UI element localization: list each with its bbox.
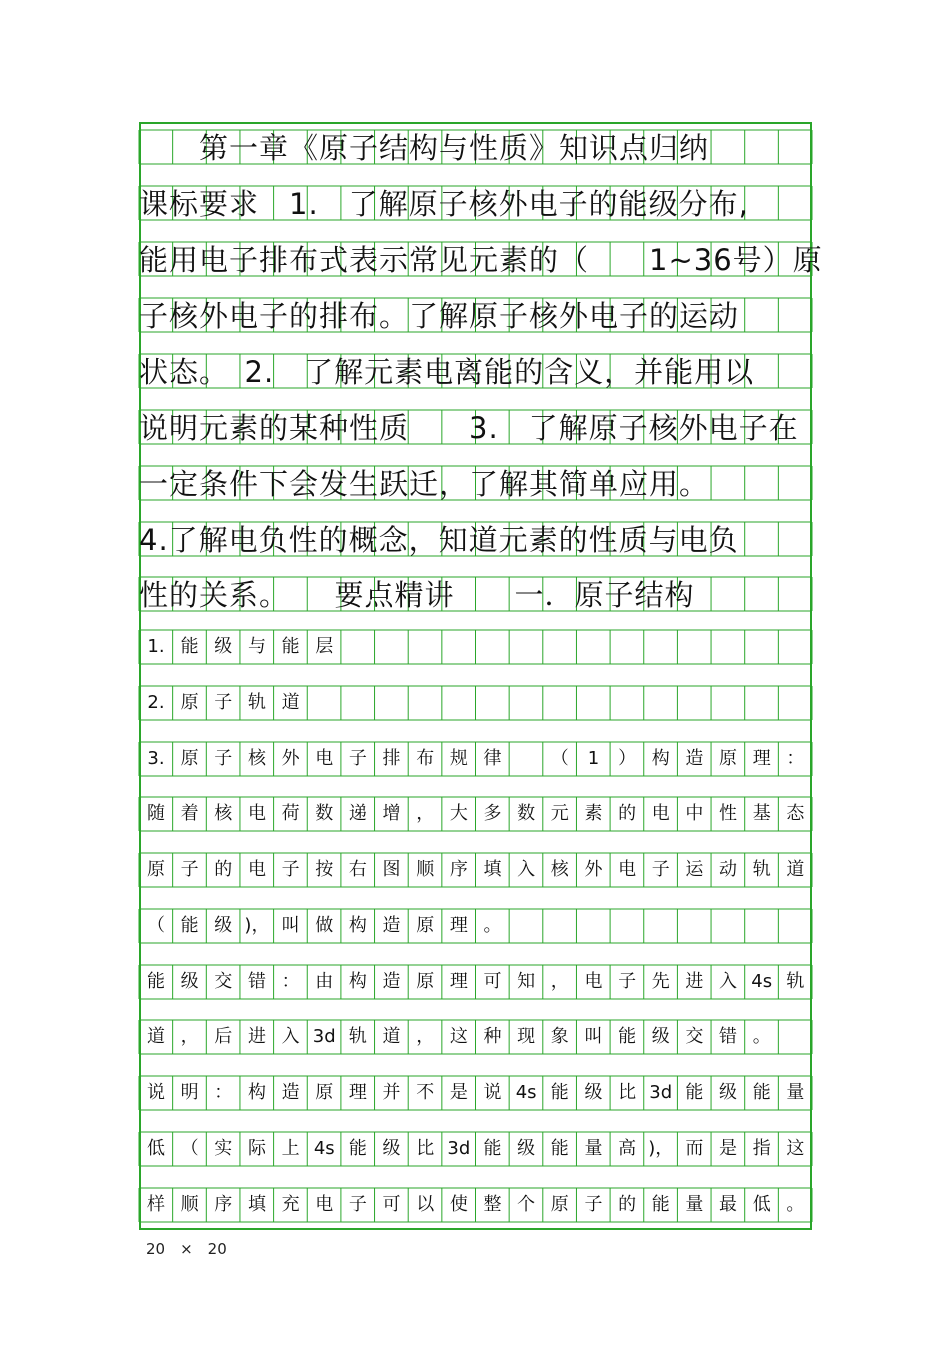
text-line: 性的关系。 要点精讲 一．原子结构 [139,578,695,612]
grid-cell: 能 [483,1138,502,1159]
grid-cell: 。 [752,1026,771,1047]
grid-cell: 能 [281,636,300,657]
grid-cell: 错 [247,971,266,992]
grid-cell: 先 [651,971,670,992]
grid-cell: 序 [449,859,468,880]
grid-cell: 能 [180,915,199,936]
grid-cell: 轨 [348,1026,367,1047]
grid-cell: 象 [550,1026,569,1047]
grid-cell: 整 [483,1194,502,1215]
grid-cell: 能 [348,1138,367,1159]
grid-cell: 核 [214,803,233,824]
text-line: 状态。 2. 了解元素电离能的含义，并能用以 [139,355,755,389]
grid-cell: 能 [180,636,199,657]
grid-cell: 进 [685,971,704,992]
grid-cell: 数 [315,803,334,824]
grid-cell: 理 [449,971,468,992]
text-line: 子核外电子的排布。了解原子核外电子的运动 [139,299,740,333]
grid-cell: 造 [281,1082,300,1103]
grid-size-label: 20 × 20 [146,1240,227,1258]
grid-cell: 由 [315,971,334,992]
grid-cell: 进 [247,1026,266,1047]
grid-cell: 入 [719,971,738,992]
grid-cell: 道 [281,692,300,713]
grid-cell: 增 [382,803,401,824]
grid-cell: 级 [719,1082,738,1103]
grid-cell: 电 [315,1194,334,1215]
grid-cell: 规 [449,748,468,769]
grid-cell: 原 [180,692,199,713]
grid-cell: 高 [618,1138,637,1159]
grid-cell: 。 [483,915,502,936]
grid-cell: 轨 [786,971,805,992]
grid-cell: 道 [786,859,805,880]
grid-cell: 能 [685,1082,704,1103]
grid-cell: 可 [382,1194,401,1215]
grid-cell: 4s [313,1138,335,1159]
grid-cell: 低 [147,1138,165,1159]
grid-cell: 比 [416,1138,435,1159]
grid-cell: 错 [719,1026,738,1047]
grid-cell: 能 [752,1082,771,1103]
grid-cell: （ [147,915,165,936]
grid-cell: 指 [752,1138,771,1159]
grid-cell: 最 [719,1194,738,1215]
grid-cell: 知 [517,971,536,992]
grid-cell: 轨 [752,859,771,880]
grid-cell: 以 [416,1194,435,1215]
grid-cell: 按 [315,859,334,880]
grid-cell: 外 [584,859,603,880]
grid-cell: 原 [416,915,435,936]
grid-cell: 造 [382,971,401,992]
grid-cell: 原 [147,859,165,880]
grid-cell: 子 [348,1194,367,1215]
grid-cell: 态 [786,803,805,824]
grid-cell: 级 [517,1138,536,1159]
grid-cell: 子 [348,748,367,769]
grid-cell: 核 [550,859,569,880]
grid-cell: 际 [247,1138,266,1159]
grid-cell: 电 [651,803,670,824]
grid-cell: 随 [147,803,165,824]
grid-cell: ： [786,748,805,769]
grid-cell: ） [618,748,637,769]
grid-cell: 顺 [180,1194,199,1215]
text-line: 能用电子排布式表示常见元素的（ 1~36号）原 [139,243,823,277]
grid-cell: 递 [348,803,367,824]
grid-cell: 图 [382,859,401,880]
grid-cell: 交 [214,971,233,992]
grid-cell: 3d [649,1082,673,1103]
grid-cell: 理 [449,915,468,936]
grid-cell: 性 [719,803,738,824]
grid-cell: 级 [180,971,199,992]
grid-cell: 的 [618,803,637,824]
grid-cell: 外 [281,748,300,769]
grid-cell: （ [180,1138,199,1159]
grid-cell: 序 [214,1194,233,1215]
grid-cell: 动 [719,859,738,880]
grid-cell: ， [180,1026,199,1047]
grid-cell: 能 [550,1082,569,1103]
grid-cell: 低 [752,1194,771,1215]
grid-cell: 4s [515,1082,537,1103]
grid-cell: 量 [786,1082,805,1103]
grid-cell: 1. [147,636,165,657]
grid-cell: 构 [348,971,367,992]
grid-cell: 大 [449,803,468,824]
grid-cell: 级 [382,1138,401,1159]
grid-cell: 2. [147,692,165,713]
grid-cell: 素 [584,803,603,824]
grid-cell: 核 [247,748,266,769]
grid-cell: 。 [786,1194,805,1215]
grid-cell: ： [281,971,300,992]
grid-cell: 理 [752,748,771,769]
grid-cell: 4s [751,971,773,992]
grid-cell: 构 [247,1082,266,1103]
grid-cell: 填 [483,859,502,880]
grid-cell: 电 [247,859,266,880]
grid-cell: 与 [247,636,266,657]
grid-cell: （ [550,748,569,769]
grid-cell: 布 [416,748,435,769]
grid-cell: 原 [719,748,738,769]
grid-cell: ， [416,1026,435,1047]
chapter-title: 第一章《原子结构与性质》知识点归纳 [139,131,710,165]
grid-cell: 这 [786,1138,805,1159]
grid-cell: 交 [685,1026,704,1047]
grid-cell: 3d [312,1026,336,1047]
grid-cell: 说 [147,1082,165,1103]
grid-cell: )， [244,915,270,936]
grid-cell: 做 [315,915,334,936]
grid-cell: 层 [315,636,334,657]
grid-cell: 并 [382,1082,401,1103]
grid-cell: 原 [550,1194,569,1215]
grid-cell: 级 [214,915,233,936]
grid-cell: 子 [214,748,233,769]
grid-cell: 入 [281,1026,300,1047]
grid-cell: ， [416,803,435,824]
grid-cell: 能 [651,1194,670,1215]
grid-cell: 元 [550,803,569,824]
grid-cell: 个 [517,1194,536,1215]
grid-cell: 级 [651,1026,670,1047]
grid-cell: 造 [685,748,704,769]
grid-cell: 填 [247,1194,266,1215]
grid-cell: 比 [618,1082,637,1103]
grid-cell: ： [214,1082,233,1103]
grid-cell: 子 [618,971,637,992]
grid-cell: 明 [180,1082,199,1103]
grid-cell: 上 [281,1138,300,1159]
grid-cell: 1 [587,748,600,769]
grid-cell: 子 [214,692,233,713]
grid-cell: 级 [214,636,233,657]
grid-cell: 说 [483,1082,502,1103]
grid-cell: 3. [147,748,165,769]
grid-cell: 不 [416,1082,435,1103]
grid-cell: 量 [685,1194,704,1215]
grid-cell: 子 [281,859,300,880]
grid-cell: 造 [382,915,401,936]
grid-cell: ， [550,971,569,992]
grid-cell: 中 [685,803,704,824]
grid-cell: 的 [618,1194,637,1215]
grid-cell: 样 [147,1194,165,1215]
grid-cell: 后 [214,1026,233,1047]
grid-cell: 荷 [281,803,300,824]
grid-cell: 这 [449,1026,468,1047]
grid-cell: 的 [214,859,233,880]
grid-cell: 现 [517,1026,536,1047]
grid-cell: 入 [517,859,536,880]
grid-cell: 种 [483,1026,502,1047]
grid-cell: 运 [685,859,704,880]
grid-cell: 右 [348,859,367,880]
grid-cell: 电 [315,748,334,769]
grid-cell: 数 [517,803,536,824]
grid-cell: 构 [348,915,367,936]
grid-cell: 子 [584,1194,603,1215]
grid-cell: 能 [147,971,165,992]
text-line: 4.了解电负性的概念，知道元素的性质与电负 [139,523,739,557]
grid-cell: 理 [348,1082,367,1103]
grid-cell: 原 [315,1082,334,1103]
grid-cell: 律 [483,748,502,769]
grid-cell: 顺 [416,859,435,880]
grid-cell: 基 [752,803,771,824]
grid-cell: 使 [449,1194,468,1215]
grid-cell: 叫 [281,915,300,936]
grid-cell: 实 [214,1138,233,1159]
text-line: 一定条件下会发生跃迁，了解其简单应用。 [139,467,710,501]
grid-cell: 3d [447,1138,471,1159]
grid-cell: 道 [382,1026,401,1047]
grid-cell: 原 [416,971,435,992]
grid-cell: 构 [651,748,670,769]
grid-cell: 量 [584,1138,603,1159]
grid-cell: 排 [382,748,401,769]
grid-cell: 原 [180,748,199,769]
grid-cell: )， [648,1138,674,1159]
text-line: 课标要求 1. 了解原子核外电子的能级分布, [139,187,749,221]
grid-cell: 子 [180,859,199,880]
text-line: 说明元素的某种性质 3. 了解原子核外电子在 [139,411,799,445]
grid-cell: 级 [584,1082,603,1103]
grid-cell: 而 [685,1138,704,1159]
grid-cell: 轨 [247,692,266,713]
grid-cell: 是 [449,1082,468,1103]
grid-cell: 电 [247,803,266,824]
grid-cell: 能 [618,1026,637,1047]
grid-cell: 是 [719,1138,738,1159]
grid-cell: 可 [483,971,502,992]
grid-cell: 多 [483,803,502,824]
grid-cell: 子 [651,859,670,880]
grid-cell: 着 [180,803,199,824]
grid-cell: 电 [618,859,637,880]
grid-cell: 道 [147,1026,165,1047]
grid-cell: 充 [281,1194,300,1215]
grid-cell: 能 [550,1138,569,1159]
grid-cell: 电 [584,971,603,992]
grid-cell: 叫 [584,1026,603,1047]
